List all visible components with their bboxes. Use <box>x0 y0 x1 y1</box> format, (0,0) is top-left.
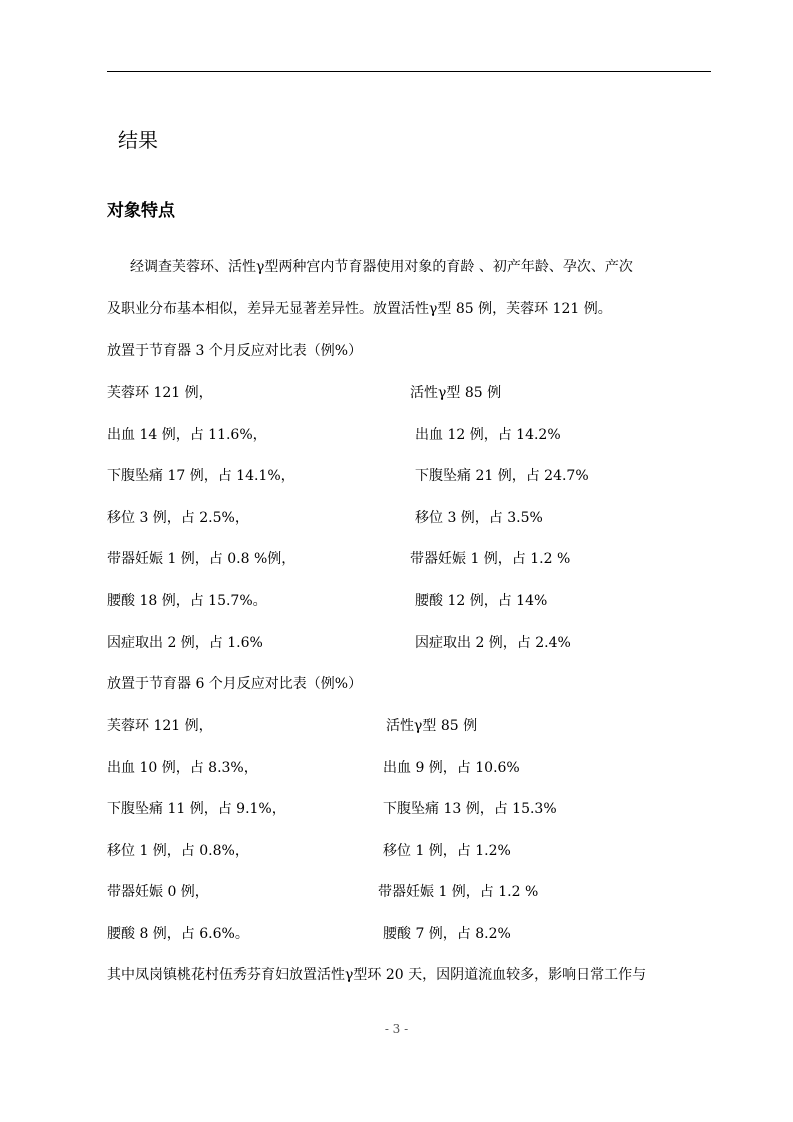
table6-row-left: 出血 10 例，占 8.3%， <box>107 760 258 776</box>
table6-caption: 放置于节育器 6 个月反应对比表（例%） <box>107 676 363 692</box>
table3-row-right: 下腹坠痛 21 例，占 24.7% <box>415 468 589 484</box>
table6-row-left: 下腹坠痛 11 例，占 9.1%， <box>107 801 286 817</box>
table3-row-left: 因症取出 2 例，占 1.6% <box>107 635 263 651</box>
table3-row-left: 带器妊娠 1 例，占 0.8 %例， <box>107 551 296 567</box>
table6-row-right: 出血 9 例，占 10.6% <box>383 760 520 776</box>
table3-row-left: 下腹坠痛 17 例，占 14.1%， <box>107 468 295 484</box>
table6-row-left: 芙蓉环 121 例， <box>107 718 213 734</box>
table3-row-right: 出血 12 例，占 14.2% <box>415 427 561 443</box>
table3-row-right: 带器妊娠 1 例，占 1.2 % <box>410 551 571 567</box>
table6-row-left: 带器妊娠 0 例， <box>107 884 209 900</box>
subsection-heading: 对象特点 <box>107 201 175 221</box>
table3-row-right: 活性γ型 85 例 <box>410 385 502 401</box>
paragraph-line-2: 及职业分布基本相似，差异无显著差异性。放置活性γ型 85 例，芙蓉环 121 例。 <box>107 301 612 317</box>
section-heading: 结果 <box>118 128 158 152</box>
table3-row-left: 腰酸 18 例，占 15.7%。 <box>107 593 267 609</box>
paragraph-line-1: 经调查芙蓉环、活性γ型两种宫内节育器使用对象的育龄 、初产年龄、孕次、产次 <box>130 259 633 275</box>
table3-row-right: 腰酸 12 例，占 14% <box>415 593 548 609</box>
table6-row-right: 腰酸 7 例，占 8.2% <box>383 926 511 942</box>
page-number: - 3 - <box>384 1022 409 1036</box>
table6-row-right: 活性γ型 85 例 <box>386 718 478 734</box>
table6-row-right: 下腹坠痛 13 例，占 15.3% <box>383 801 557 817</box>
table3-row-left: 芙蓉环 121 例， <box>107 385 213 401</box>
table6-row-left: 腰酸 8 例，占 6.6%。 <box>107 926 249 942</box>
table6-row-right: 移位 1 例，占 1.2% <box>383 843 511 859</box>
table3-row-left: 出血 14 例，占 11.6%， <box>107 427 267 443</box>
table3-caption: 放置于节育器 3 个月反应对比表（例%） <box>107 343 363 359</box>
table6-row-left: 移位 1 例，占 0.8%， <box>107 843 249 859</box>
header-rule <box>107 71 711 72</box>
table3-row-right: 移位 3 例，占 3.5% <box>415 510 543 526</box>
closing-paragraph: 其中凤岗镇桃花村伍秀芬育妇放置活性γ型环 20 天，因阴道流血较多，影响日常工作与 <box>107 967 647 983</box>
table6-row-right: 带器妊娠 1 例，占 1.2 % <box>378 884 539 900</box>
table3-row-right: 因症取出 2 例，占 2.4% <box>415 635 571 651</box>
table3-row-left: 移位 3 例，占 2.5%， <box>107 510 249 526</box>
